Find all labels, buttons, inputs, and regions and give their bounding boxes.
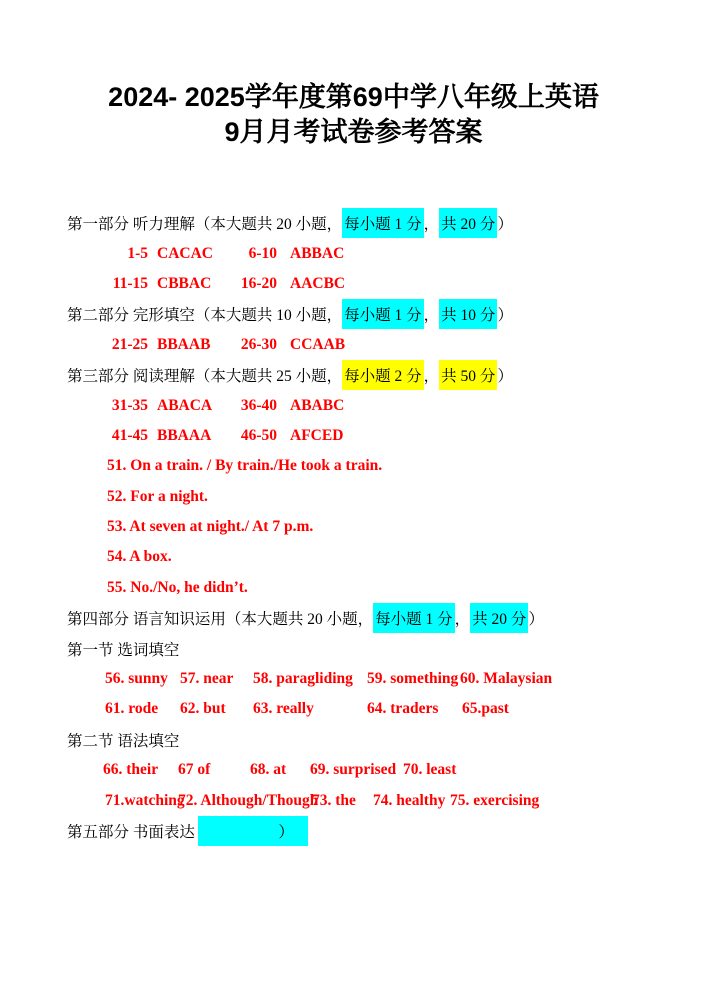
section2-header-text: 第二部分 完形填空（本大题共 10 小题， (67, 307, 343, 325)
section4-per-item-score-highlight: 每小题 1 分 (373, 603, 455, 633)
section5-header (67, 816, 707, 846)
answer-item: 57. near (180, 670, 234, 688)
answer-letters: CCAAB (290, 335, 346, 353)
answer-range: 21-25 (111, 335, 148, 353)
answer-pair (67, 275, 222, 293)
answer-row-31-40 (67, 390, 707, 420)
answer-row-41-50 (67, 421, 707, 451)
answer-text: 54. A box. (107, 548, 172, 566)
section5-label: 第五部分 书面表达 (67, 824, 195, 841)
answer-range: 46-50 (240, 426, 277, 444)
answer-text: 51. On a train. / By train./He took a train. (107, 457, 383, 475)
page-title-line1: 2024- 2025学年度第69中学八年级上英语 (108, 82, 599, 112)
section2-header-separator: ， (423, 307, 440, 325)
answer-item: 69. surprised (310, 761, 397, 779)
answer-range: 1-5 (127, 244, 148, 262)
section1-header-separator: ， (423, 216, 440, 234)
answer-letters: ABBAC (290, 244, 345, 262)
answer-letters: AFCED (290, 426, 344, 444)
answer-text: 53. At seven at night./ At 7 p.m. (107, 518, 314, 536)
section1-header-text: 第一部分 听力理解（本大题共 20 小题， (67, 216, 343, 234)
section4-header-separator: ， (454, 611, 471, 629)
answer-line-53 (67, 512, 707, 542)
answer-pair (67, 336, 222, 354)
answer-item: 72. Although/Though (178, 791, 319, 809)
section5-score-blank-highlight: ） (198, 816, 308, 846)
answer-row-1-10 (67, 238, 707, 268)
answer-item: 60. Malaysian (460, 670, 553, 688)
section4-header-text: 第四部分 语言知识运用（本大题共 20 小题， (67, 611, 374, 629)
answer-item: 56. sunny (105, 670, 168, 688)
section3-header-text: 第三部分 阅读理解（本大题共 25 小题， (67, 368, 343, 386)
answer-range: 26-30 (240, 335, 277, 353)
section3-total-score-highlight: 共 50 分 (439, 360, 497, 390)
answer-item: 63. really (253, 700, 314, 718)
answer-row-66-70 (103, 755, 707, 785)
answer-letters: BBAAA (157, 426, 212, 444)
answer-pair (222, 275, 345, 293)
answer-pair (222, 397, 344, 415)
section2-header-close: ） (497, 307, 513, 325)
subsection1-label: 第一节 选词填空 (67, 641, 180, 659)
answer-item: 75. exercising (450, 791, 540, 809)
answer-line-54 (67, 542, 707, 572)
answer-pair (67, 427, 222, 445)
section4-header-close: ） (528, 611, 544, 629)
answer-item: 74. healthy (373, 791, 446, 809)
section3-header (67, 360, 707, 390)
answer-pair (67, 397, 222, 415)
answer-line-51 (67, 451, 707, 481)
answer-item: 70. least (403, 761, 457, 779)
answer-range: 11-15 (112, 274, 148, 292)
section1-per-item-score-highlight: 每小题 1 分 (342, 208, 424, 238)
answer-item: 66. their (103, 761, 159, 779)
answer-row-71-75 (105, 785, 707, 815)
answer-pair (67, 245, 222, 263)
subsection2-label: 第二节 语法填空 (67, 732, 180, 750)
answer-pair (222, 336, 345, 354)
answer-letters: CACAC (157, 244, 213, 262)
answer-letters: CBBAC (157, 274, 212, 292)
answer-row-11-20 (67, 269, 707, 299)
page-title-line2: 9月月考试卷参考答案 (224, 117, 483, 147)
answer-text: 52. For a night. (107, 487, 208, 505)
answer-range: 6-10 (248, 244, 277, 262)
answer-range: 36-40 (240, 396, 277, 414)
answer-pair (222, 245, 344, 263)
answer-letters: BBAAB (157, 335, 211, 353)
answer-row-56-60 (105, 664, 707, 694)
answer-row-61-65 (105, 694, 707, 724)
answer-item: 67 of (178, 761, 211, 779)
answer-range: 41-45 (111, 426, 148, 444)
section2-header (67, 299, 707, 329)
section4-total-score-highlight: 共 20 分 (470, 603, 528, 633)
answer-letters: ABACA (157, 396, 213, 414)
section2-total-score-highlight: 共 10 分 (439, 299, 497, 329)
answer-item: 61. rode (105, 700, 159, 718)
answer-item: 65.past (462, 700, 509, 718)
subsection2-header (67, 725, 707, 755)
answer-row-21-30 (67, 330, 707, 360)
section1-header-close: ） (497, 216, 513, 234)
answer-line-55 (67, 573, 707, 603)
document-title (0, 0, 707, 150)
answer-range: 16-20 (240, 274, 277, 292)
answer-text: 55. No./No, he didn’t. (107, 578, 248, 596)
section2-per-item-score-highlight: 每小题 1 分 (342, 299, 424, 329)
answer-item: 58. paragliding (253, 670, 353, 688)
answer-item: 68. at (250, 761, 287, 779)
section1-header (67, 208, 707, 238)
section4-header (67, 603, 707, 633)
answer-pair (222, 427, 343, 445)
answer-letters: ABABC (290, 396, 345, 414)
answer-line-52 (67, 482, 707, 512)
section3-header-close: ） (497, 368, 513, 386)
answer-letters: AACBC (290, 274, 346, 292)
section3-header-separator: ， (423, 368, 440, 386)
subsection1-header (67, 633, 707, 663)
answer-item: 59. something (367, 670, 459, 688)
answer-range: 31-35 (111, 396, 148, 414)
section1-total-score-highlight: 共 20 分 (439, 208, 497, 238)
answer-item: 62. but (180, 700, 226, 718)
answer-item: 73. the (312, 791, 356, 809)
answer-item: 71.watching (105, 791, 185, 809)
section3-per-item-score-highlight: 每小题 2 分 (342, 360, 424, 390)
answer-item: 64. traders (367, 700, 439, 718)
answer-key-content (67, 208, 707, 846)
